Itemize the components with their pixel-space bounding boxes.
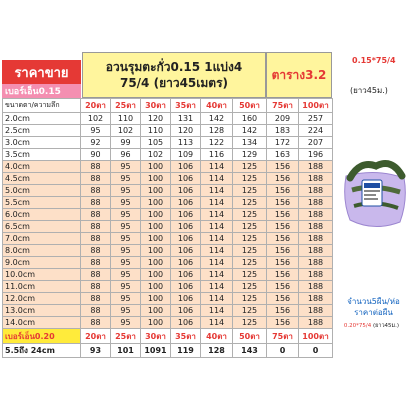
price-cell: 106 <box>171 221 201 233</box>
price-cell: 50ตา <box>233 99 267 113</box>
table-row <box>3 233 333 245</box>
price-cell: 156 <box>267 245 299 257</box>
price-cell: 100 <box>141 317 171 329</box>
price-cell: 95 <box>111 257 141 269</box>
price-cell: 188 <box>299 281 333 293</box>
price-cell: 188 <box>299 293 333 305</box>
price-cell: 100 <box>141 161 171 173</box>
price-cell: 88 <box>81 185 111 197</box>
price-cell: 30ตา <box>141 329 171 344</box>
price-cell: 95 <box>111 173 141 185</box>
table-row <box>3 137 333 149</box>
price-cell: 106 <box>171 317 201 329</box>
price-cell: 25ตา <box>111 329 141 344</box>
table-row <box>3 317 333 329</box>
price-cell: 100 <box>141 197 171 209</box>
price-cell: 142 <box>201 113 233 125</box>
price-cell: 257 <box>299 113 333 125</box>
price-cell: 125 <box>233 185 267 197</box>
price-cell: 102 <box>81 113 111 125</box>
size-cell: 3.0cm <box>3 137 81 149</box>
price-cell: 106 <box>171 209 201 221</box>
table-row <box>3 209 333 221</box>
price-cell: 88 <box>81 209 111 221</box>
price-cell: 95 <box>111 185 141 197</box>
price-cell: 196 <box>299 149 333 161</box>
price-cell: 156 <box>267 233 299 245</box>
price-cell: 88 <box>81 173 111 185</box>
size-cell: 9.0cm <box>3 257 81 269</box>
table-row <box>3 149 333 161</box>
price-cell: 188 <box>299 209 333 221</box>
price-cell: 125 <box>233 293 267 305</box>
size-cell: 2.0cm <box>3 113 81 125</box>
price-table <box>2 98 333 358</box>
size-cell: 5.0cm <box>3 185 81 197</box>
price-cell: 0 <box>267 344 299 358</box>
price-cell: 114 <box>201 173 233 185</box>
price-cell: 156 <box>267 281 299 293</box>
price-cell: 88 <box>81 269 111 281</box>
price-cell: 114 <box>201 305 233 317</box>
price-cell: 188 <box>299 305 333 317</box>
price-cell: 172 <box>267 137 299 149</box>
price-cell: 109 <box>171 149 201 161</box>
price-cell: 95 <box>111 245 141 257</box>
price-cell: 143 <box>233 344 267 358</box>
price-cell: 102 <box>141 149 171 161</box>
price-cell: 114 <box>201 245 233 257</box>
price-cell: 30ตา <box>141 99 171 113</box>
size-cell: 10.0cm <box>3 269 81 281</box>
price-cell: 95 <box>111 197 141 209</box>
price-cell: 156 <box>267 185 299 197</box>
price-cell: 114 <box>201 161 233 173</box>
price-cell: 95 <box>111 161 141 173</box>
size-cell: ขนาดตา/ความลึก <box>3 99 81 113</box>
price-cell: 106 <box>171 293 201 305</box>
price-cell: 188 <box>299 197 333 209</box>
price-cell: 88 <box>81 197 111 209</box>
price-cell: 100ตา <box>299 99 333 113</box>
table-row <box>3 161 333 173</box>
price-cell: 125 <box>233 257 267 269</box>
price-cell: 156 <box>267 173 299 185</box>
table-row <box>3 269 333 281</box>
price-cell: 114 <box>201 269 233 281</box>
table-row <box>3 293 333 305</box>
price-cell: 125 <box>233 197 267 209</box>
price-cell: 113 <box>171 137 201 149</box>
price-cell: 100 <box>141 293 171 305</box>
price-cell: 0 <box>299 344 333 358</box>
price-cell: 100 <box>141 281 171 293</box>
price-cell: 106 <box>171 233 201 245</box>
price-cell: 88 <box>81 317 111 329</box>
price-cell: 131 <box>171 113 201 125</box>
price-cell: 95 <box>111 221 141 233</box>
price-cell: 106 <box>171 305 201 317</box>
price-cell: 95 <box>111 269 141 281</box>
price-cell: 110 <box>141 125 171 137</box>
price-cell: 20ตา <box>81 99 111 113</box>
price-cell: 100 <box>141 173 171 185</box>
size-cell: 6.0cm <box>3 209 81 221</box>
price-cell: 156 <box>267 161 299 173</box>
size-cell: 5.5cm <box>3 197 81 209</box>
price-cell: 100 <box>141 245 171 257</box>
price-cell: 88 <box>81 161 111 173</box>
price-cell: 100 <box>141 221 171 233</box>
price-cell: 188 <box>299 269 333 281</box>
price-cell: 106 <box>171 281 201 293</box>
price-cell: 95 <box>111 281 141 293</box>
price-cell: 209 <box>267 113 299 125</box>
price-cell: 114 <box>201 221 233 233</box>
price-cell: 88 <box>81 305 111 317</box>
size-cell: เบอร์เอ็น0.20 <box>3 329 81 344</box>
price-cell: 35ตา <box>171 329 201 344</box>
table-row <box>3 113 333 125</box>
price-cell: 125 <box>233 221 267 233</box>
price-cell: 40ตา <box>201 329 233 344</box>
product-title <box>82 52 266 98</box>
price-cell: 100 <box>141 257 171 269</box>
price-cell: 125 <box>233 305 267 317</box>
price-cell: 88 <box>81 233 111 245</box>
price-cell: 106 <box>171 257 201 269</box>
price-cell: 163 <box>267 149 299 161</box>
price-cell: 125 <box>233 245 267 257</box>
table-footer-row <box>3 344 333 358</box>
table-header <box>3 99 333 113</box>
price-cell: 114 <box>201 233 233 245</box>
size-cell: 3.5cm <box>3 149 81 161</box>
price-cell: 100 <box>141 185 171 197</box>
price-cell: 101 <box>111 344 141 358</box>
price-cell: 99 <box>111 137 141 149</box>
product-title-line2: 75/4 (ยาว45เมตร) <box>119 76 229 90</box>
size-cell: 4.5cm <box>3 173 81 185</box>
price-cell: 20ตา <box>81 329 111 344</box>
price-cell: 156 <box>267 221 299 233</box>
spec-note-length: (ยาว45ม.) <box>371 323 400 329</box>
table-row <box>3 305 333 317</box>
size-cell: 11.0cm <box>3 281 81 293</box>
price-cell: 129 <box>233 149 267 161</box>
price-cell: 125 <box>233 233 267 245</box>
size-cell: 5.5ถึง 24cm <box>3 344 81 358</box>
price-cell: 114 <box>201 185 233 197</box>
bundle-note-line2: ราคาต่อผืน <box>354 308 393 317</box>
price-cell: 224 <box>299 125 333 137</box>
price-cell: 95 <box>111 317 141 329</box>
price-cell: 100 <box>141 269 171 281</box>
price-cell: 188 <box>299 161 333 173</box>
price-cell: 92 <box>81 137 111 149</box>
table-row <box>3 221 333 233</box>
price-cell: 88 <box>81 257 111 269</box>
price-cell: 120 <box>171 125 201 137</box>
price-cell: 183 <box>267 125 299 137</box>
price-cell: 100 <box>141 209 171 221</box>
price-cell: 134 <box>233 137 267 149</box>
price-cell: 25ตา <box>111 99 141 113</box>
price-cell: 125 <box>233 173 267 185</box>
length-text: (ยาว45ม.) <box>350 86 388 95</box>
size-cell: 6.5cm <box>3 221 81 233</box>
price-cell: 75ตา <box>267 99 299 113</box>
price-cell: 188 <box>299 245 333 257</box>
bundle-note-line1: จำนวน5ผืน/ห่อ <box>347 297 400 306</box>
spec-note <box>334 322 409 330</box>
price-cell: 106 <box>171 173 201 185</box>
price-cell: 95 <box>81 125 111 137</box>
spec-text: 0.15*75/4 <box>352 56 396 65</box>
table-footer-header <box>3 329 333 344</box>
price-cell: 156 <box>267 293 299 305</box>
price-cell: 114 <box>201 209 233 221</box>
table-row <box>3 185 333 197</box>
price-cell: 50ตา <box>233 329 267 344</box>
price-cell: 128 <box>201 125 233 137</box>
price-cell: 114 <box>201 197 233 209</box>
price-cell: 1091 <box>141 344 171 358</box>
table-row <box>3 125 333 137</box>
price-cell: 156 <box>267 317 299 329</box>
price-cell: 106 <box>171 245 201 257</box>
spec-note-size: 0.20*75/4 <box>343 323 372 329</box>
price-cell: 95 <box>111 305 141 317</box>
price-cell: 95 <box>111 209 141 221</box>
table-row <box>3 245 333 257</box>
price-cell: 114 <box>201 317 233 329</box>
table-row <box>3 197 333 209</box>
price-cell: 125 <box>233 281 267 293</box>
size-cell: 4.0cm <box>3 161 81 173</box>
price-cell: 156 <box>267 209 299 221</box>
table-row <box>3 173 333 185</box>
rate-label: ตาราง3.2 <box>266 52 332 98</box>
price-cell: 188 <box>299 185 333 197</box>
price-cell: 119 <box>171 344 201 358</box>
size-cell: 12.0cm <box>3 293 81 305</box>
price-cell: 188 <box>299 257 333 269</box>
size-cell: 13.0cm <box>3 305 81 317</box>
price-cell: 40ตา <box>201 99 233 113</box>
price-cell: 102 <box>111 125 141 137</box>
price-cell: 100 <box>141 305 171 317</box>
price-cell: 75ตา <box>267 329 299 344</box>
price-cell: 122 <box>201 137 233 149</box>
price-cell: 160 <box>233 113 267 125</box>
price-cell: 100ตา <box>299 329 333 344</box>
price-cell: 106 <box>171 161 201 173</box>
price-cell: 125 <box>233 161 267 173</box>
price-cell: 96 <box>111 149 141 161</box>
price-cell: 116 <box>201 149 233 161</box>
price-cell: 35ตา <box>171 99 201 113</box>
price-cell: 106 <box>171 185 201 197</box>
price-cell: 156 <box>267 269 299 281</box>
price-cell: 95 <box>111 233 141 245</box>
price-cell: 188 <box>299 173 333 185</box>
price-cell: 90 <box>81 149 111 161</box>
price-cell: 156 <box>267 305 299 317</box>
size-cell: 8.0cm <box>3 245 81 257</box>
price-cell: 142 <box>233 125 267 137</box>
price-cell: 207 <box>299 137 333 149</box>
price-cell: 100 <box>141 233 171 245</box>
table-row <box>3 281 333 293</box>
bundle-note <box>338 296 409 318</box>
price-cell: 120 <box>141 113 171 125</box>
price-cell: 93 <box>81 344 111 358</box>
price-cell: 125 <box>233 209 267 221</box>
price-cell: 156 <box>267 257 299 269</box>
price-cell: 88 <box>81 221 111 233</box>
price-label: ราคาขาย <box>2 60 81 84</box>
price-cell: 156 <box>267 197 299 209</box>
gauge-label: เบอร์เอ็น0.15 <box>2 84 81 98</box>
size-cell: 2.5cm <box>3 125 81 137</box>
price-cell: 188 <box>299 233 333 245</box>
price-cell: 88 <box>81 245 111 257</box>
price-cell: 110 <box>111 113 141 125</box>
price-cell: 106 <box>171 269 201 281</box>
table-row <box>3 257 333 269</box>
price-cell: 125 <box>233 269 267 281</box>
price-cell: 188 <box>299 221 333 233</box>
size-cell: 14.0cm <box>3 317 81 329</box>
price-cell: 188 <box>299 317 333 329</box>
price-cell: 88 <box>81 293 111 305</box>
price-cell: 106 <box>171 197 201 209</box>
price-cell: 125 <box>233 317 267 329</box>
price-cell: 114 <box>201 257 233 269</box>
size-cell: 7.0cm <box>3 233 81 245</box>
price-cell: 114 <box>201 293 233 305</box>
price-cell: 128 <box>201 344 233 358</box>
price-cell: 105 <box>141 137 171 149</box>
price-cell: 114 <box>201 281 233 293</box>
product-title-line1: อวนรุมตะกั่ว0.15 1แบ่ง4 <box>105 60 243 74</box>
fishing-net-bag-icon <box>340 150 409 232</box>
price-cell: 88 <box>81 281 111 293</box>
price-cell: 95 <box>111 293 141 305</box>
